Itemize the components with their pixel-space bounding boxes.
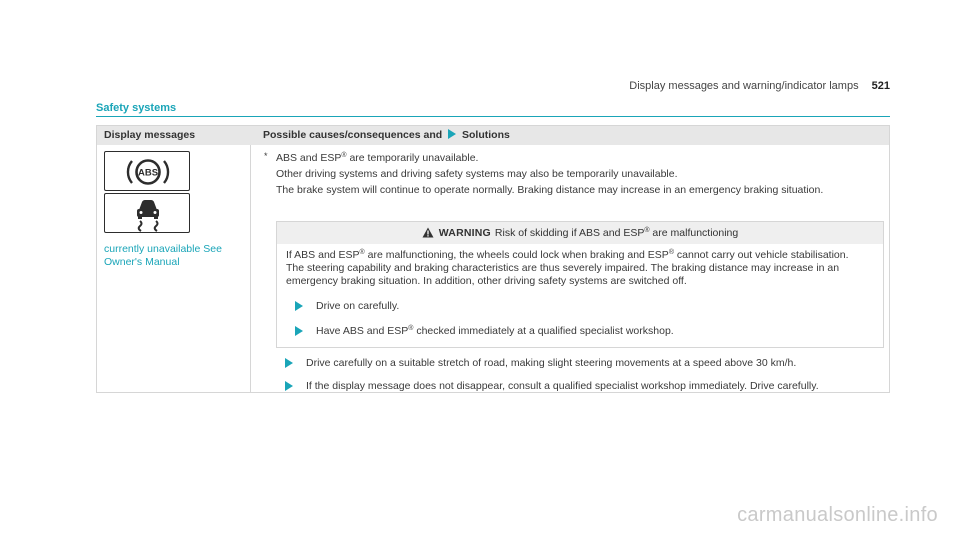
abs-icon-text: ABS	[137, 167, 159, 179]
header-display-messages: Display messages	[104, 129, 196, 141]
section-title: Safety systems	[96, 102, 177, 114]
warning-step-2-b: checked immediately at a qualified specialist workshop.	[413, 325, 674, 337]
esp-skid-icon	[104, 193, 190, 233]
solution-step-2-text: If the display message does not disappear, consult a qualified specialist workshop immediately. Drive carefully.	[306, 380, 819, 392]
registered-mark: ®	[359, 249, 365, 256]
warning-step-2-a: Have ABS and ESP	[316, 325, 409, 337]
solution-step-2	[276, 380, 886, 393]
warning-step-1	[286, 300, 876, 313]
running-header-title: Display messages and warning/indicator lamps	[629, 80, 859, 92]
running-header	[629, 80, 890, 92]
step-arrow-icon	[285, 358, 293, 368]
solution-step-2-row	[276, 380, 886, 393]
solution-step-1-row	[276, 357, 886, 370]
abs-warning-icon	[104, 151, 190, 191]
note-text-a: ABS and ESP	[276, 152, 342, 164]
step-arrow-icon	[295, 301, 303, 311]
column-divider	[250, 145, 251, 393]
note-paragraph-2: Other driving systems and driving safety systems may also be temporarily unavailable.	[276, 168, 678, 180]
warning-step-1-text: Drive on carefully.	[316, 300, 400, 312]
step-arrow-icon	[285, 381, 293, 391]
header-causes-label: Possible causes/consequences and	[263, 129, 443, 141]
warning-step-2	[286, 325, 876, 338]
page-number: 521	[871, 80, 890, 92]
registered-mark: ®	[668, 249, 674, 256]
watermark: carmanualsonline.info	[737, 504, 938, 526]
warning-paragraph-1	[286, 249, 876, 262]
warning-body1-c: cannot carry out vehicle stabilisation.	[674, 249, 849, 261]
solution-step-1	[276, 357, 886, 370]
display-message-text: currently unavailable See Owner's Manual	[104, 243, 222, 268]
warning-paragraph-2: The steering capability and braking characteristics are thus severely impaired. The braking distance may increase in an emergency braking situation. In addition, other driving safety systems are switched off.	[286, 262, 840, 287]
registered-mark: ®	[341, 152, 347, 159]
warning-keyword: WARNING	[438, 227, 491, 239]
step-arrow-icon	[295, 326, 303, 336]
causes-content	[264, 152, 884, 197]
warning-header	[277, 222, 883, 244]
warning-body	[286, 249, 876, 338]
display-messages-table	[96, 125, 890, 393]
warning-body1-b: are malfunctioning, the wheels could lock when braking and ESP	[364, 249, 669, 261]
table-header	[97, 126, 889, 145]
note-marker: *	[264, 151, 268, 161]
note-line	[264, 152, 884, 165]
registered-mark: ®	[408, 325, 414, 332]
registered-mark: ®	[644, 227, 650, 234]
warning-title-b: are malfunctioning	[649, 227, 739, 239]
header-solutions-label: Solutions	[462, 129, 510, 141]
warning-body1-a: If ABS and ESP	[286, 249, 360, 261]
warning-triangle-icon	[422, 227, 434, 238]
note-paragraph-3: The brake system will continue to operate normally. Braking distance may increase in an emergency braking situation.	[276, 184, 824, 196]
section-divider	[96, 116, 890, 117]
header-causes-solutions	[263, 129, 510, 141]
warning-box	[276, 221, 884, 348]
solution-step-1-text: Drive carefully on a suitable stretch of road, making slight steering movements at a speed above 30 km/h.	[306, 357, 797, 369]
note-text-b: are temporarily unavailable.	[346, 152, 479, 164]
arrow-right-icon	[448, 129, 456, 139]
warning-title-a: Risk of skidding if ABS and ESP	[494, 227, 645, 239]
